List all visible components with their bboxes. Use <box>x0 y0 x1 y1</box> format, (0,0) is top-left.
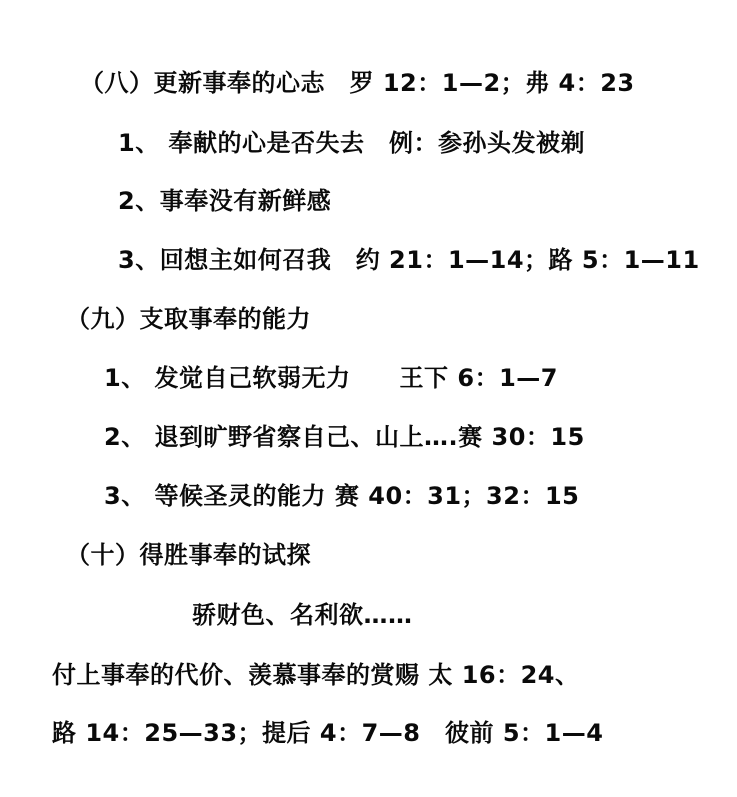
list-item-8-2: 2、事奉没有新鲜感 <box>118 187 332 215</box>
list-item-9-1: 1、 发觉自己软弱无力 王下 6：1—7 <box>104 364 559 392</box>
section-heading-9: （九）支取事奉的能力 <box>66 305 311 333</box>
list-item-8-1: 1、 奉献的心是否失去 例：参孙头发被剃 <box>118 129 586 157</box>
section-heading-10: （十）得胜事奉的试探 <box>66 541 311 569</box>
paragraph-line-2: 路 14：25—33；提后 4：7—8 彼前 5：1—4 <box>52 719 604 747</box>
list-item-8-3: 3、回想主如何召我 约 21：1—14；路 5：1—11 <box>118 246 700 274</box>
section-heading-8: （八）更新事奉的心志 罗 12：1—2；弗 4：23 <box>80 69 635 97</box>
list-item-9-2: 2、 退到旷野省察自己、山上….赛 30：15 <box>104 423 585 451</box>
list-item-9-3: 3、 等候圣灵的能力 赛 40：31；32：15 <box>104 482 580 510</box>
paragraph-line-1: 付上事奉的代价、羡慕事奉的赏赐 太 16：24、 <box>52 661 580 689</box>
temptations-text: 骄财色、名利欲…… <box>192 601 413 629</box>
